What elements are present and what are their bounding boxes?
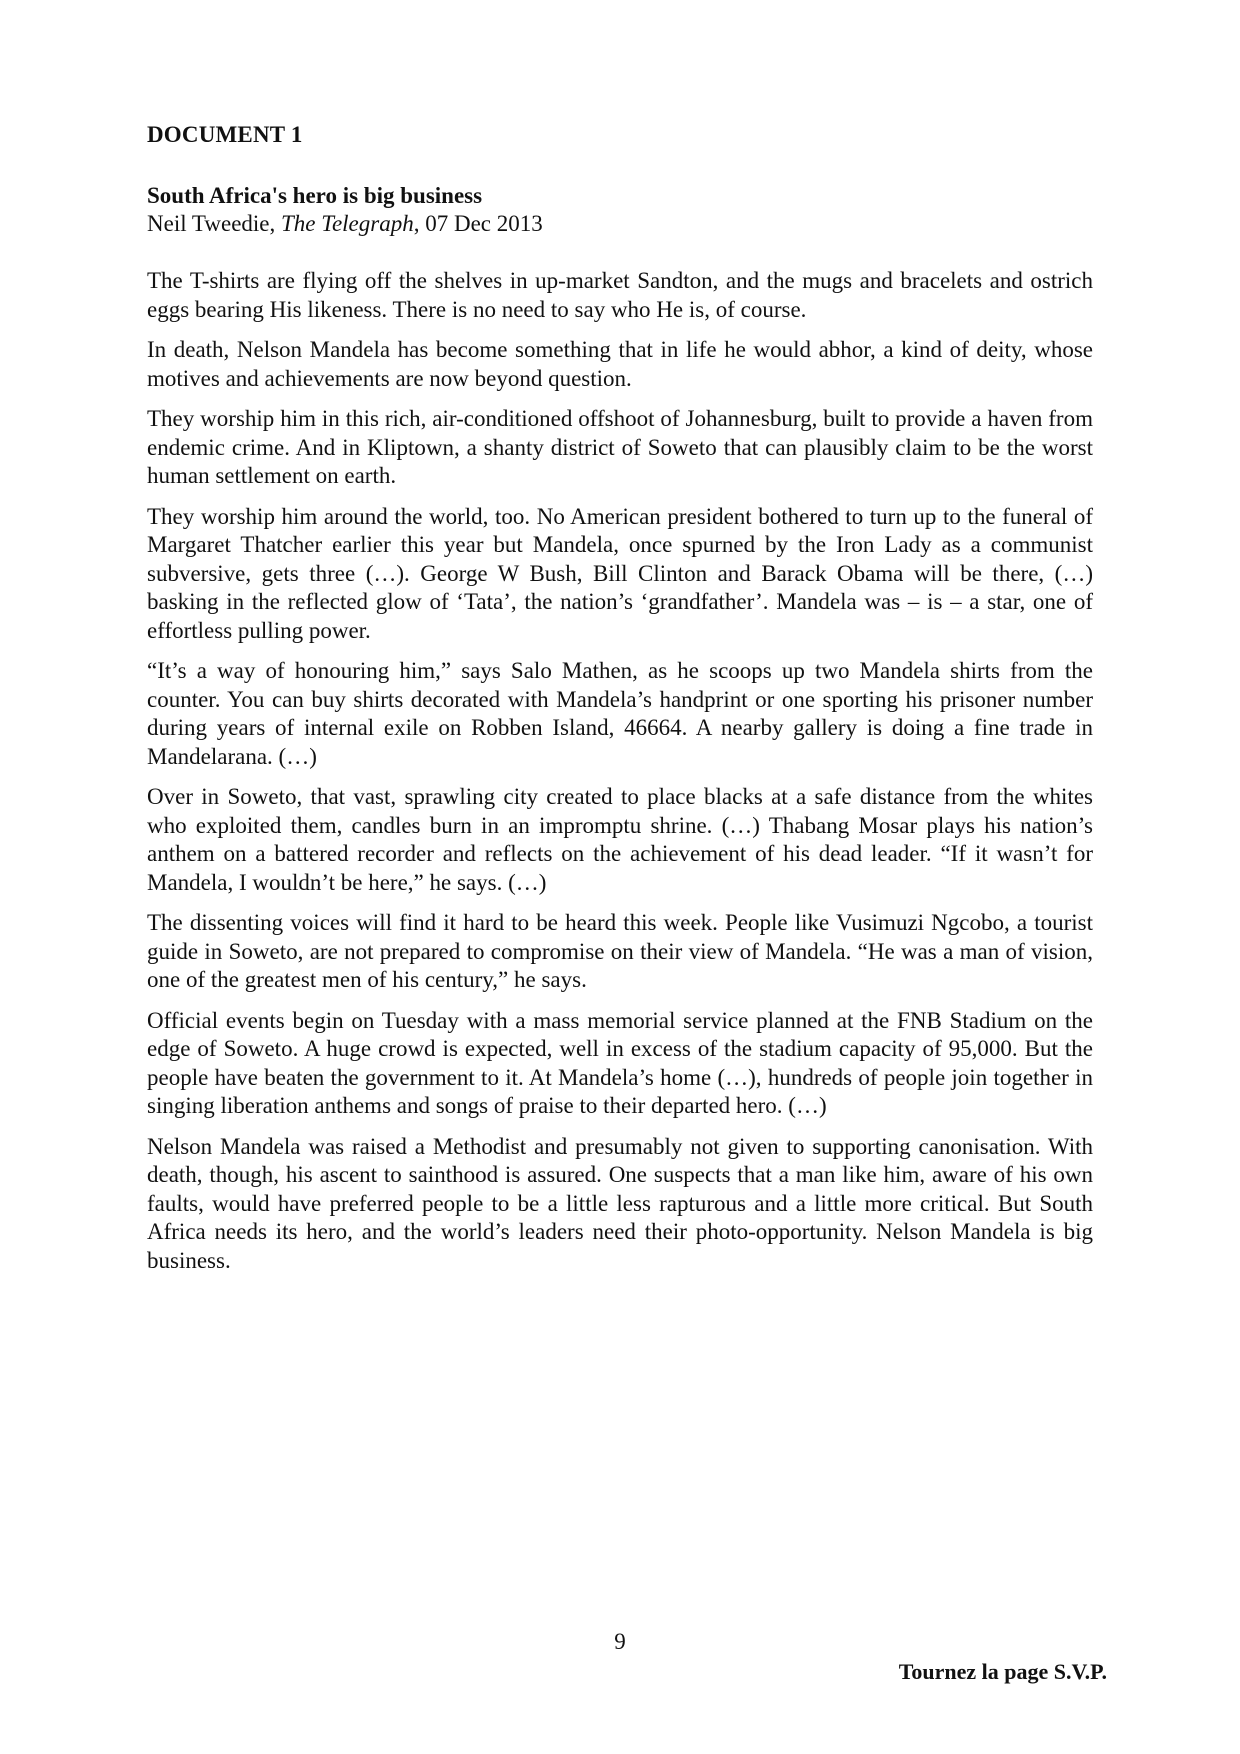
paragraph-7: The dissenting voices will find it hard to be heard this week. People like Vusimuzi Ngcobo, a tourist guide in Soweto, are not prepared to compromise on their view of Mandela. “He was a man of vision, one of the greatest men of his century,” he says.: [147, 910, 1093, 992]
paragraph-6: Over in Soweto, that vast, sprawling city created to place blacks at a safe distance from the whites who exploited them, candles burn in an impromptu shrine. (…) Thabang Mosar plays his nation’s anthem on a battered recorder and reflects on the achievement of his dead leader. “If it wasn’t for Mandela, I wouldn’t be here,” he says. (…): [147, 784, 1093, 895]
article-body: [147, 267, 1093, 1287]
paragraph-9: Nelson Mandela was raised a Methodist and presumably not given to supporting canonisation. With death, though, his ascent to sainthood is assured. One suspects that a man like him, aware of his own faults, would have preferred people to be a little less rapturous and a little more critical. But South Africa needs its hero, and the world’s leaders need their photo-opportunity. Nelson Mandela is big business.: [147, 1133, 1093, 1273]
paragraph-8: Official events begin on Tuesday with a mass memorial service planned at the FNB Stadium on the edge of Soweto. A huge crowd is expected, well in excess of the stadium capacity of 95,000. But the people have beaten the government to it. At Mandela’s home (…), hundreds of people join together in singing liberation anthems and songs of praise to their departed hero. (…): [147, 1007, 1093, 1118]
document-label: DOCUMENT 1: [147, 122, 303, 147]
paragraph-3: They worship him in this rich, air-conditioned offshoot of Johannesburg, built to provide a haven from endemic crime. And in Kliptown, a shanty district of Soweto that can plausibly claim to be the worst human settlement on earth.: [147, 406, 1093, 488]
article-author: Neil Tweedie,: [147, 211, 282, 236]
paragraph-5: “It’s a way of honouring him,” says Salo Mathen, as he scoops up two Mandela shirts from the counter. You can buy shirts decorated with Mandela’s handprint or one sporting his prisoner number during years of internal exile on Robben Island, 46664. A nearby gallery is doing a fine trade in Mandelarana. (…): [147, 658, 1093, 769]
paragraph-4: They worship him around the world, too. No American president bothered to turn up to the funeral of Margaret Thatcher earlier this year but Mandela, once spurned by the Iron Lady as a communist subversive, gets three (…). George W Bush, Bill Clinton and Barack Obama will be there, (…) basking in the reflected glow of ‘Tata’, the nation’s ‘grandfather’. Mandela was – is – a star, one of effortless pulling power.: [147, 503, 1093, 643]
turn-page-note: Tournez la page S.V.P.: [898, 1659, 1107, 1684]
paragraph-1: The T-shirts are flying off the shelves in up-market Sandton, and the mugs and bracelets and ostrich eggs bearing His likeness. There is no need to say who He is, of course.: [147, 268, 1093, 322]
article-headline: South Africa's hero is big business: [147, 183, 483, 208]
paragraph-2: In death, Nelson Mandela has become something that in life he would abhor, a kind of deity, whose motives and achievements are now beyond question.: [147, 337, 1093, 391]
article-byline: [147, 210, 543, 238]
article-date: , 07 Dec 2013: [413, 211, 543, 236]
article-publication: The Telegraph: [281, 211, 414, 236]
page-number: 9: [614, 1629, 626, 1654]
